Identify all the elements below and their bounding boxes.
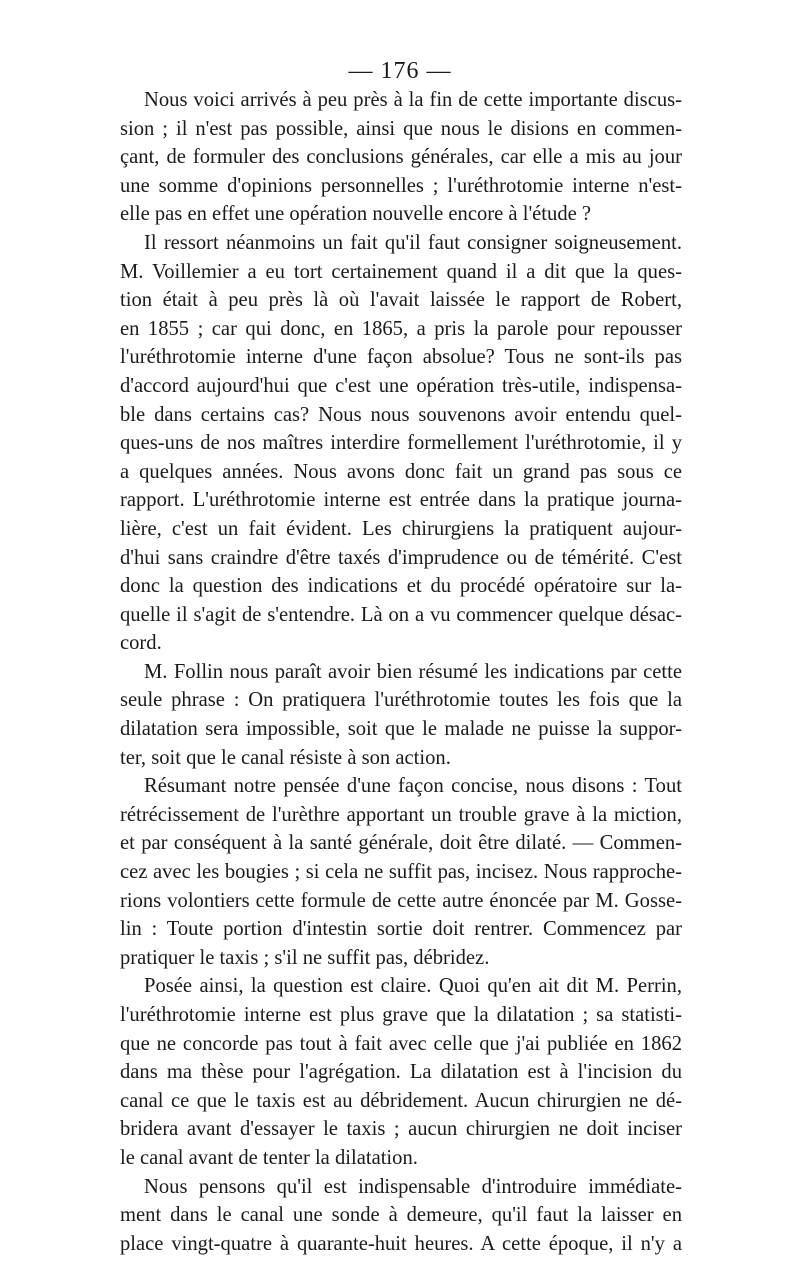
text-line: une somme d'opinions personnelles ; l'uréthrotomie interne n'est- [120,174,682,197]
text-line: dans ma thèse pour l'agrégation. La dilatation est à l'incision du [120,1061,682,1084]
text-line: ment dans le canal une sonde à demeure, qu'il faut la laisser en [120,1204,682,1227]
text-line: donc la question des indications et du procédé opératoire sur la- [120,575,682,598]
text-line: bridera avant d'essayer le taxis ; aucun chirurgien ne doit inciser [120,1118,682,1141]
text-line: lin : Toute portion d'intestin sortie doit rentrer. Commencez par [120,918,682,941]
text-line: et par conséquent à la santé générale, doit être dilaté. — Commen- [120,832,682,855]
page-number: — 176 — [348,58,452,84]
text-line: ter, soit que le canal résiste à son action. [120,746,451,769]
text-line: lière, c'est un fait évident. Les chirurgiens la pratiquent aujour- [120,517,682,540]
text-line: en 1855 ; car qui donc, en 1865, a pris la parole pour repousser [120,317,682,340]
paragraph [120,658,682,772]
text-line: cord. [120,632,162,655]
text-line: rétrécissement de l'urèthre apportant un trouble grave à la miction, [120,803,682,826]
text-line: rapport. L'uréthrotomie interne est entrée dans la pratique journa- [120,489,682,512]
text-line: ble dans certains cas? Nous nous souvenons avoir entendu quel- [120,403,682,426]
text-line: tion était à peu près là où l'avait laissée le rapport de Robert, [120,289,682,312]
body-text [120,86,682,1258]
text-line: dilatation sera impossible, soit que le malade ne puisse la suppor- [120,718,682,741]
text-line: M. Follin nous paraît avoir bien résumé les indications par cette [144,660,682,683]
text-line: M. Voillemier a eu tort certainement quand il a dit que la ques- [120,260,682,283]
text-line: place vingt-quatre à quarante-huit heures. A cette époque, il n'y a [120,1232,682,1255]
text-line: elle pas en effet une opération nouvelle encore à l'étude ? [120,203,592,226]
text-line: Résumant notre pensée d'une façon concise, nous disons : Tout [144,775,682,798]
text-line: ques-uns de nos maîtres interdire formellement l'uréthrotomie, il y [120,432,682,455]
text-line: que ne concorde pas tout à fait avec celle que j'ai publiée en 1862 [120,1032,682,1055]
paragraph [120,229,682,658]
text-line: Posée ainsi, la question est claire. Quoi qu'en ait dit M. Perrin, [144,975,682,998]
text-line: Nous voici arrivés à peu près à la fin de cette importante discus- [144,89,682,111]
text-line: cez avec les bougies ; si cela ne suffit pas, incisez. Nous rapproche- [120,861,682,884]
text-line: l'uréthrotomie interne d'une façon absolue? Tous ne sont-ils pas [120,346,682,369]
text-line: Nous pensons qu'il est indispensable d'introduire immédiate- [144,1175,682,1198]
paragraph [120,1173,682,1259]
text-line: d'hui sans craindre d'être taxés d'imprudence ou de témérité. C'est [120,546,682,569]
text-line: a quelques années. Nous avons donc fait un grand pas sous ce [120,460,682,483]
text-line: l'uréthrotomie interne est plus grave que la dilatation ; sa statisti- [120,1004,682,1026]
paragraph [120,86,682,229]
text-line: quelle il s'agit de s'entendre. Là on a vu commencer quelque désac- [120,603,682,626]
text-line: rions volontiers cette formule de cette autre énoncée par M. Gosse- [120,889,682,912]
paragraph [120,972,682,1172]
text-line: çant, de formuler des conclusions générales, car elle a mis au jour [120,146,682,169]
text-line: pratiquer le taxis ; s'il ne suffit pas, débridez. [120,946,490,969]
text-line: sion ; il n'est pas possible, ainsi que nous le disions en commen- [120,117,682,140]
paragraph [120,772,682,972]
text-line: d'accord aujourd'hui que c'est une opération très-utile, indispensa- [120,374,682,397]
text-line: canal ce que le taxis est au débridement. Aucun chirurgien ne dé- [120,1089,682,1112]
text-line: le canal avant de tenter la dilatation. [120,1146,418,1169]
text-line: Il ressort néanmoins un fait qu'il faut consigner soigneusement. [144,231,682,254]
text-line: seule phrase : On pratiquera l'uréthrotomie toutes les fois que la [120,689,682,712]
